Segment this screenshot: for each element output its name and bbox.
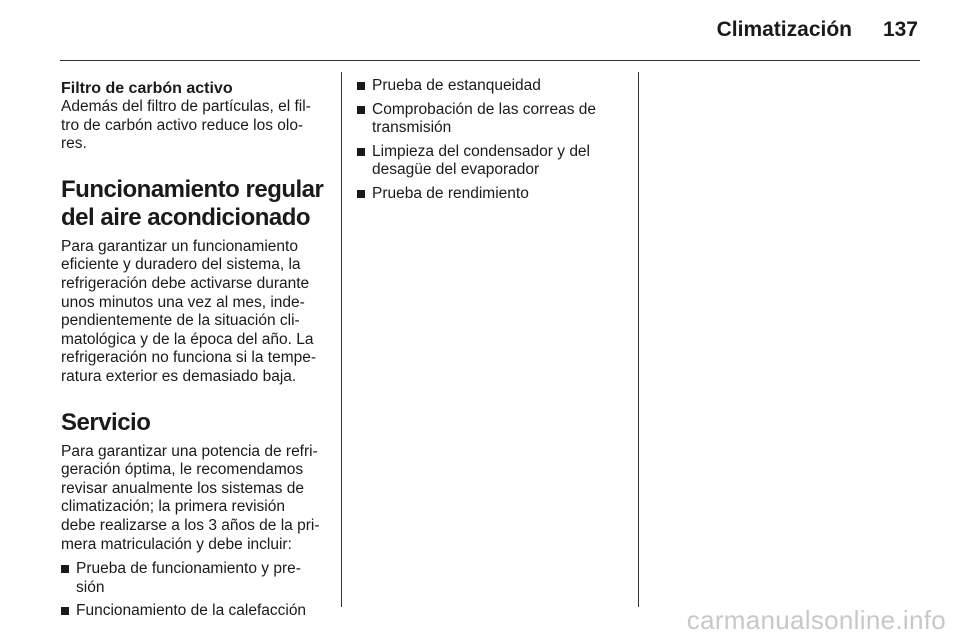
text-line: Para garantizar un funcionamiento <box>61 237 298 255</box>
text-line: Además del filtro de partículas, el fil- <box>61 98 311 115</box>
text-line: Comprobación de las correas de <box>372 100 597 118</box>
text-line: Para garantizar una potencia de refri- <box>61 442 318 460</box>
bullet-square-icon <box>357 148 365 156</box>
service-checklist <box>61 560 333 621</box>
text-line: ratura exterior es demasiado baja. <box>61 367 297 385</box>
bullet-square-icon <box>357 190 365 198</box>
text-line: refrigeración debe activarse durante <box>61 274 310 292</box>
text-line: refrigeración no funciona si la tempe- <box>61 349 317 367</box>
filter-paragraph <box>61 98 333 154</box>
text-line: Limpieza del condensador y del <box>372 142 590 160</box>
column-middle <box>357 76 629 209</box>
service-paragraph <box>61 443 333 555</box>
bullet-square-icon <box>357 106 365 114</box>
filter-heading: Filtro de carbón activo <box>61 80 233 97</box>
list-item <box>357 101 629 138</box>
text-line: res. <box>61 135 87 153</box>
text-line: pendientemente de la situación cli- <box>61 312 300 330</box>
text-line: geración óptima, le recomendamos <box>61 461 304 479</box>
page-number: 137 <box>882 18 918 41</box>
watermark: carmanualsonline.info <box>686 605 946 635</box>
heading-line: del aire acondicionado <box>61 203 311 231</box>
column-left <box>61 76 333 626</box>
service-heading: Servicio <box>61 408 151 436</box>
bullet-square-icon <box>357 82 365 90</box>
text-line: transmisión <box>372 119 452 137</box>
text-line: debe realizarse a los 3 años de la pri- <box>61 516 320 534</box>
column-divider <box>638 72 639 607</box>
list-item <box>61 560 333 597</box>
list-item <box>357 143 629 180</box>
list-item <box>357 77 629 96</box>
text-line: tro de carbón activo reduce los olo- <box>61 116 304 134</box>
text-line: Prueba de funcionamiento y pre- <box>76 560 301 578</box>
text-line: revisar anualmente los sistemas de <box>61 479 304 497</box>
ac-paragraph <box>61 238 333 387</box>
heading-line: Funcionamiento regular <box>61 175 324 203</box>
text-line: Prueba de rendimiento <box>372 184 529 202</box>
text-line: sión <box>76 578 105 596</box>
ac-heading <box>61 176 333 232</box>
bullet-square-icon <box>61 565 69 573</box>
text-line: mera matriculación y debe incluir: <box>61 535 292 553</box>
page-header <box>0 0 960 62</box>
service-checklist-continued <box>357 77 629 204</box>
text-line: desagüe del evaporador <box>372 161 540 179</box>
text-line: Prueba de estanqueidad <box>372 77 541 94</box>
bullet-square-icon <box>61 607 69 615</box>
list-item <box>357 185 629 204</box>
section-title: Climatización <box>716 18 852 41</box>
text-line: unos minutos una vez al mes, inde- <box>61 293 305 311</box>
header-rule <box>60 60 920 61</box>
list-item <box>61 602 333 621</box>
text-line: climatización; la primera revisión <box>61 498 285 516</box>
text-line: eficiente y duradero del sistema, la <box>61 256 301 274</box>
text-line: Funcionamiento de la calefacción <box>76 602 307 620</box>
text-line: matológica y de la época del año. La <box>61 330 314 348</box>
column-divider <box>341 72 342 607</box>
